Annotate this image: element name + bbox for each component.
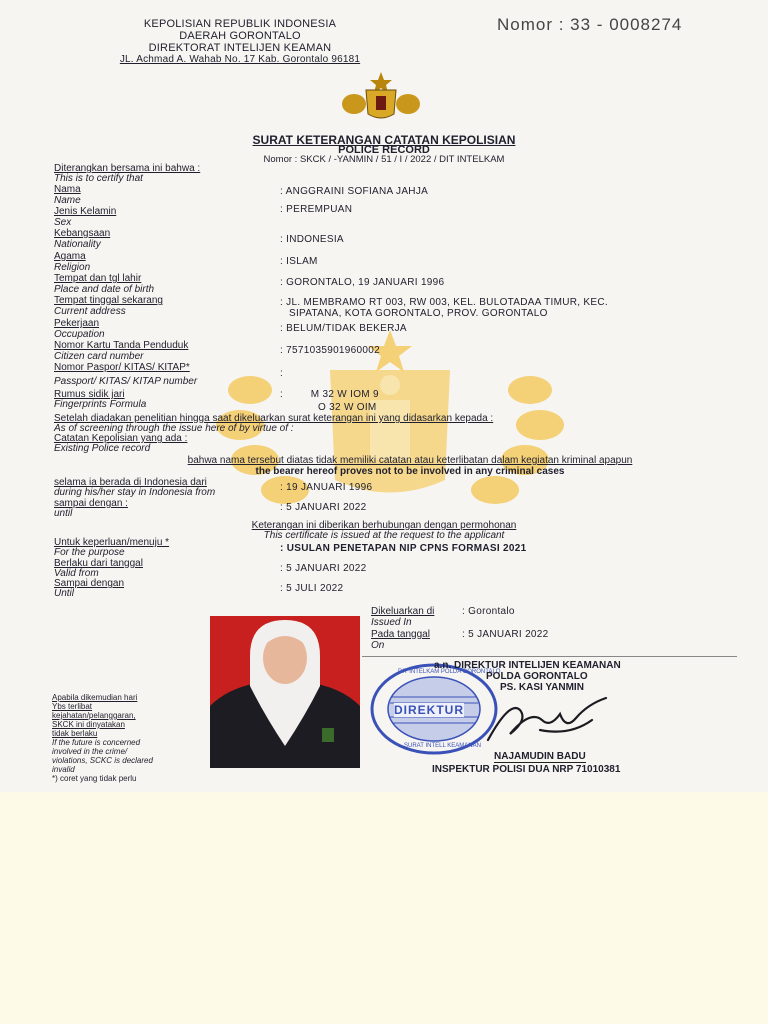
field-label-en: Occupation	[54, 329, 105, 340]
field-label: Nomor Paspor/ KITAS/ KITAP*	[54, 362, 190, 373]
footnote-line-en: If the future is concerned	[52, 738, 141, 747]
police-record-document: KEPOLISIAN REPUBLIK INDONESIA DAERAH GORONTALO DIREKTORAT INTELIJEN KEAMAN JL. Achmad A. Wahab No. 17 Kab. Gorontalo 96181 Nomor : 33 - 0008274 SURAT KETERANGAN CATATAN KEPOLISIAN POLICE RECORD Nomor : SKCK / -YANMIN / 51 / I / 2022 / DIT INTELKAM Diterangkan bersama ini bahwa : This is to certify that Nama Name : ANGGRAINI SOFIANA JAHJA Jenis Kelamin Sex : PEREMPUAN Kebangsaan Nationality : INDONESIA Agama Religion : ISLAM Tempat dan tgl lahir Place and date of birth : GORONTALO, 19 JANUARI 1996 Tempat tinggal sekarang Current address : JL. MEMBRAMO RT 003, RW 003, KEL. BULOTADAA TIMUR, KEC. SIPATANA, KOTA GORONTALO, PROV. GORONTALO Pekerjaan Occupation : BELUM/TIDAK BEKERJA Nomor Kartu Tanda Penduduk Citizen card number : 7571035901960002 Nomor Paspor/ KITAS/ KITAP* Passport/ KITAS/ KITAP number : Rumus sidik jari Fingerprints Formula : M 32 W IOM 9 O 32 W OIM Setelah diadakan penelitian hingga saat dikeluarkan surat keterangan ini yang didasarkan kepada : As of screening through the issue here of by virtue of : Catatan Kepolisian yang ada : Existing Police record bahwa nama tersebut diatas tidak memiliki catatan atau keterlibatan dalam kegiatan kriminal apapun the bearer hereof proves not to be involved in any criminal cases selama ia berada di Indonesia dari during his/her stay in Indonesia from : 19 JANUARI 1996 sampai dengan : until : 5 JANUARI 2022 Keterangan ini diberikan berhubungan dengan permohonan This certificate is issued at the request to the applicant Untuk keperluan/menuju * For the purpose : USULAN PENETAPAN NIP CPNS FORMASI 2021 Berlaku dari tanggal Valid from : 5 JANUARI 2022 Sampai dengan Until : 5 JULI 2022 Dikeluarkan di Issued In : Gorontalo Pada tanggal On : 5 JANUARI 2022 DIREKTUR DIT INTELKAM POLDA GORONTALO SURAT INTELL KEAMANAN a.n. DIREKTUR INTELIJEN KEAMANAN POLDA GORONTALO PS. KASI YANMIN NAJAMUDIN BADU INSPEKTUR POLISI DUA NRP 71010381 Apabila dikemudian hari Ybs terlibat kejahatan/pelanggaran, SKCK ini dinyatakan tidak berlaku If the future is concerned involved in the crime/ violations, SCKC is declared invalid *) coret yang tidak perlu	[0, 0, 768, 792]
field-label-en: Passport/ KITAS/ KITAP number	[54, 376, 198, 387]
stay-from-value: 19 JANUARI 1996	[286, 482, 373, 493]
field-value-name: ANGGRAINI SOFIANA JAHJA	[285, 186, 429, 197]
record-number: Nomor : SKCK / -YANMIN / 51 / I / 2022 / DIT INTELKAM	[263, 154, 505, 165]
footnote-line: Apabila dikemudian hari	[52, 693, 138, 702]
footnote-line-en: invalid	[52, 765, 75, 774]
stay-until-value: 5 JANUARI 2022	[286, 502, 367, 513]
stay-from-label-en: during his/her stay in Indonesia from	[54, 487, 216, 498]
field-label-en: Sex	[54, 217, 72, 228]
field-value-birth: GORONTALO, 19 JANUARI 1996	[286, 277, 445, 288]
stay-until-label-en: until	[54, 508, 73, 519]
valid-from-label-en: Valid from	[54, 568, 99, 579]
divider-line	[362, 656, 737, 657]
intro-label: Diterangkan bersama ini bahwa :	[54, 163, 201, 174]
field-label: Kebangsaan	[54, 228, 111, 239]
screening-label-en: As of screening through the issue here of by virtue of :	[54, 423, 294, 434]
field-label-en: Current address	[54, 306, 126, 317]
field-value-address-2: SIPATANA, KOTA GORONTALO, PROV. GORONTALO	[289, 308, 548, 319]
document-title: SURAT KETERANGAN CATATAN KEPOLISIAN	[252, 133, 516, 147]
request-statement: Keterangan ini diberikan berhubungan dengan permohonan	[251, 520, 517, 531]
issued-date-label-en: On	[371, 640, 385, 651]
field-label-en: Place and date of birth	[54, 284, 155, 295]
request-statement-en: This certificate is issued at the request to the applicant	[263, 530, 505, 541]
field-value-address: JL. MEMBRAMO RT 003, RW 003, KEL. BULOTADAA TIMUR, KEC.	[286, 297, 608, 308]
issued-date-label: Pada tanggal	[371, 629, 430, 640]
field-label: Pekerjaan	[54, 318, 100, 329]
footnote-line: Ybs terlibat	[52, 702, 93, 711]
region-name: DAERAH GORONTALO	[179, 30, 301, 42]
footnote-line-en: violations, SCKC is declared	[52, 756, 153, 765]
official-stamp	[370, 663, 501, 755]
valid-from-value: 5 JANUARI 2022	[286, 563, 367, 574]
purpose-value: USULAN PENETAPAN NIP CPNS FORMASI 2021	[286, 543, 527, 554]
field-value-occupation: BELUM/TIDAK BEKERJA	[286, 323, 407, 334]
signatory-rank: INSPEKTUR POLISI DUA NRP 71010381	[432, 764, 621, 775]
document-subtitle: POLICE RECORD	[338, 144, 430, 156]
issued-date-value: 5 JANUARI 2022	[468, 629, 549, 640]
footnote-line: tidak berlaku	[52, 729, 98, 738]
issued-at-value: Gorontalo	[468, 606, 515, 617]
signatory-title: a.n. DIREKTUR INTELIJEN KEAMANAN	[434, 660, 621, 671]
purpose-label-en: For the purpose	[54, 547, 125, 558]
police-record-label-en: Existing Police record	[54, 443, 151, 454]
field-value-id-card: 7571035901960002	[286, 345, 380, 356]
purpose-label: Untuk keperluan/menuju *	[54, 537, 170, 548]
agency-address: JL. Achmad A. Wahab No. 17 Kab. Gorontalo 96181	[119, 54, 361, 65]
field-label-en: Religion	[54, 262, 91, 273]
footnote-line-en: involved in the crime/	[52, 747, 128, 756]
screening-label: Setelah diadakan penelitian hingga saat dikeluarkan surat keterangan ini yang didasarkan kepada :	[54, 413, 494, 424]
signature-icon	[480, 690, 620, 750]
police-record-label: Catatan Kepolisian yang ada :	[54, 433, 188, 444]
field-label: Rumus sidik jari	[54, 389, 125, 400]
field-label: Jenis Kelamin	[54, 206, 117, 217]
applicant-portrait-icon	[210, 616, 360, 768]
valid-until-value: 5 JULI 2022	[286, 583, 344, 594]
police-emblem-icon	[340, 70, 422, 122]
stay-from-label: selama ia berada di Indonesia dari	[54, 477, 207, 488]
clearance-statement-en: the bearer hereof proves not to be involved in any criminal cases	[255, 466, 565, 477]
signatory-position: PS. KASI YANMIN	[500, 682, 584, 693]
clearance-statement: bahwa nama tersebut diatas tidak memiliki catatan atau keterlibatan dalam kegiatan kriminal apapun	[187, 455, 633, 466]
field-label-en: Citizen card number	[54, 351, 144, 362]
field-label: Nomor Kartu Tanda Penduduk	[54, 340, 189, 351]
field-label: Tempat tinggal sekarang	[54, 295, 163, 306]
footnote-line: SKCK ini dinyatakan	[52, 720, 125, 729]
agency-name: KEPOLISIAN REPUBLIK INDONESIA	[143, 18, 337, 30]
directorate-name: DIREKTORAT INTELIJEN KEAMAN	[148, 42, 332, 54]
field-label: Nama	[54, 184, 81, 195]
stamp-bottom-text: SURAT INTELL KEAMANAN	[404, 743, 481, 749]
signatory-office: POLDA GORONTALO	[486, 671, 588, 682]
field-value-sex: PEREMPUAN	[286, 204, 353, 215]
stamp-center-text: DIREKTUR	[394, 703, 464, 717]
issued-at-label: Dikeluarkan di	[371, 606, 435, 617]
signatory-name: NAJAMUDIN BADU	[494, 751, 586, 762]
field-label: Tempat dan tgl lahir	[54, 273, 142, 284]
field-value-fingerprint-1: M 32 W IOM 9	[310, 389, 379, 400]
stamp-top-text: DIT INTELKAM POLDA GORONTALO	[398, 669, 501, 675]
intro-label-en: This is to certify that	[54, 173, 143, 184]
footnote-line: kejahatan/pelanggaran,	[52, 711, 136, 720]
applicant-photo	[210, 616, 360, 768]
field-label-en: Nationality	[54, 239, 101, 250]
stay-until-label: sampai dengan :	[54, 498, 128, 509]
field-label: Agama	[54, 251, 86, 262]
field-label-en: Fingerprints Formula	[54, 399, 147, 410]
field-value-nationality: INDONESIA	[286, 234, 344, 245]
valid-from-label: Berlaku dari tanggal	[54, 558, 143, 569]
valid-until-label: Sampai dengan	[54, 578, 125, 589]
field-value-religion: ISLAM	[286, 256, 318, 267]
footnote-note: *) coret yang tidak perlu	[52, 774, 137, 783]
field-value-fingerprint-2: O 32 W OIM	[318, 402, 377, 413]
field-label-en: Name	[54, 195, 81, 206]
valid-until-label-en: Until	[54, 588, 75, 599]
document-number: Nomor : 33 - 0008274	[497, 15, 683, 34]
issued-at-label-en: Issued In	[371, 617, 412, 628]
